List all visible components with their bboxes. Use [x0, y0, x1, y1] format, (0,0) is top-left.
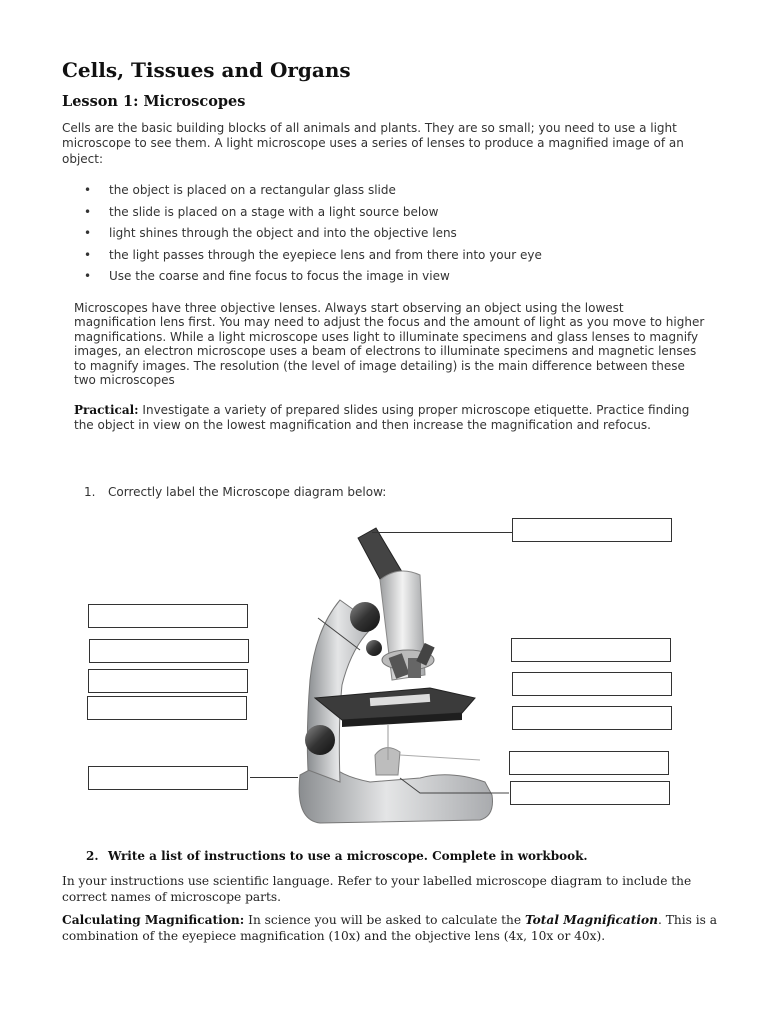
question-2-number: 2.: [86, 849, 99, 863]
label-box-left-3[interactable]: [88, 669, 248, 693]
label-box-right-5[interactable]: [510, 781, 670, 805]
objective-lenses-paragraph: Microscopes have three objective lenses. Always start observing an object using the lowest magnification lens first. You may need to adjust the focus and the amount of light as you move to higher magnifications. While a light microscope uses light to illuminate specimens and glass lenses to magnify images, an electron microscope uses a beam of electrons to illuminate specimens and magnetic lenses to magnify images. The resolution (the level of image detailing) is the main difference between these two microscopes: [74, 301, 705, 388]
label-box-left-2[interactable]: [89, 639, 249, 663]
question-1-number: 1.: [84, 485, 96, 499]
bullet-icon: •: [84, 204, 92, 219]
bullet-icon: •: [84, 269, 92, 283]
magnification-paragraph: Calculating Magnification: In science you will be asked to calculate the Total Magnification. This is a combination of the eyepiece magnification (10x) and the objective lens (4x, 10x or 40x).: [62, 913, 718, 943]
list-item: • the object is placed on a rectangular glass slide: [84, 183, 396, 197]
label-box-left-1[interactable]: [88, 604, 248, 628]
bullet-icon: •: [84, 247, 92, 262]
lesson-heading: Lesson 1: Microscopes: [62, 93, 246, 110]
leader-line: [372, 532, 512, 533]
leader-line: [250, 777, 298, 778]
label-box-right-2[interactable]: [512, 672, 672, 696]
question-1-text: Correctly label the Microscope diagram below:: [108, 485, 387, 499]
list-item: • the slide is placed on a stage with a light source below: [84, 204, 439, 219]
total-magnification-term: Total Magnification: [525, 913, 659, 927]
instructions-paragraph: In your instructions use scientific language. Refer to your labelled microscope diagram to include the correct names of microscope parts.: [62, 874, 692, 904]
question-2-text: Write a list of instructions to use a microscope. Complete in workbook.: [108, 849, 588, 863]
label-box-eyepiece[interactable]: [512, 518, 672, 542]
label-box-right-1[interactable]: [511, 638, 671, 662]
leader-lines: [300, 610, 520, 810]
practical-label: Practical:: [74, 403, 139, 417]
practical-paragraph: [74, 403, 706, 432]
practical-text: Investigate a variety of prepared slides using proper microscope etiquette. Practice finding the object in view on the lowest magnification and then increase the magnification and refocus.: [74, 403, 690, 432]
magnification-label: Calculating Magnification:: [62, 913, 245, 927]
list-item: • light shines through the object and into the objective lens: [84, 226, 457, 240]
page-title: Cells, Tissues and Organs: [62, 58, 351, 82]
list-item: • the light passes through the eyepiece lens and from there into your eye: [84, 247, 542, 262]
label-box-right-4[interactable]: [509, 751, 669, 775]
label-box-left-4[interactable]: [87, 696, 247, 720]
label-box-right-3[interactable]: [512, 706, 672, 730]
bullet-icon: •: [84, 226, 92, 240]
bullet-icon: •: [84, 183, 92, 197]
intro-paragraph: Cells are the basic building blocks of all animals and plants. They are so small; you need to use a light microscope to see them. A light microscope uses a series of lenses to produce a magnified image of an object:: [62, 121, 684, 166]
leader-line-light: [400, 778, 509, 793]
process-bullet-list: [84, 183, 542, 291]
leader-line-fine-focus: [318, 618, 360, 650]
label-box-left-5[interactable]: [88, 766, 248, 790]
list-item: • Use the coarse and fine focus to focus the image in view: [84, 269, 450, 283]
